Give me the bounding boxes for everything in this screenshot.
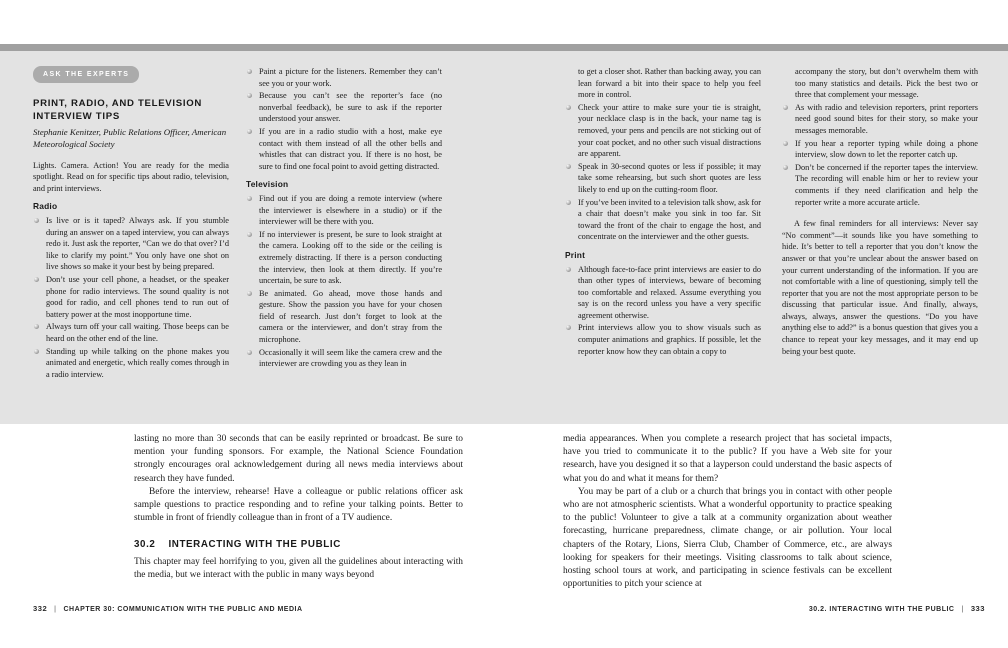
bullet-text: If you are in a radio studio with a host, make eye contact with them instead of all the other bells and whistles that can distract you. If there is no host, be sure to find one focal point to avoid getting distracted. [259,126,442,171]
sphere-bullet-icon [247,291,252,296]
body-paragraph: This chapter may feel horrifying to you, given all the guidelines about interacting with the media, but we interact with the public in many ways beyond [134,556,463,580]
sphere-bullet-icon [783,105,788,110]
sphere-bullet-icon [34,277,39,282]
sphere-bullet-icon [247,93,252,98]
bullet-item [782,102,978,137]
section-number: 30.2 [134,539,156,551]
expert-box-column-1 [33,66,229,381]
bullet-text: If no interviewer is present, be sure to look straight at the camera. Looking off to the side or the ceiling is extremely distracting. If there is a person conducting the interview, then look at them directly. If you’re uncertain, be sure to ask. [259,229,442,286]
expert-box-column-3 [565,66,761,358]
page-number-left: 332 [33,604,48,613]
sphere-bullet-icon [566,200,571,205]
sphere-bullet-icon [34,324,39,329]
bullet-text: Paint a picture for the listeners. Remember they can’t see you or your work. [259,67,442,88]
running-head-right: 30.2. INTERACTING WITH THE PUBLIC [808,606,955,613]
bullet-text: accompany the story, but don’t overwhelm them with too many statistics and details. Pick the best two or three that complement your message. [795,67,978,100]
bullet-item [33,274,229,320]
bullet-text: to get a closer shot. Rather than backing away, you can lean forward a bit into their space to help you feel more in control. [578,67,761,100]
bullet-text: Because you can’t see the reporter’s face (no nonverbal feedback), be sure to ask if the reporter understood your answer. [259,91,442,124]
sphere-bullet-icon [247,129,252,134]
page-footer-left [33,604,303,613]
intro-paragraph: Lights. Camera. Action! You are ready for the media spotlight. Read on for specific tips about radio, television, and print interviews. [33,160,229,193]
bullet-text: Be animated. Go ahead, move those hands and gesture. Show the passion you have for your chosen field of research. Just don’t forget to look at the camera or the interviewer, and don’t stray from the microphone. [259,288,442,345]
expert-box-column-4 [782,66,978,357]
sphere-bullet-icon [783,141,788,146]
bullet-item [565,197,761,243]
sphere-bullet-icon [34,349,39,354]
bullet-item [782,138,978,161]
bullet-text: Occasionally it will seem like the camera crew and the interviewer are crowding you as they lean in [259,347,442,369]
bullet-text: If you hear a reporter typing while doing a phone interview, slow down to let the reporter catch up. [795,138,978,160]
section-title: INTERACTING WITH THE PUBLIC [168,539,341,551]
bullet-item [246,126,442,172]
sphere-bullet-icon [566,267,571,272]
closing-paragraph: A few final reminders for all interviews: Never say “No comment”—it sounds like you have something to hide. It’s better to tell a reporter that you don’t know the answer or that you’re unclear about the answer based on your current understanding of the information. If you are not comfortable with a line of questioning, simply tell the reporter that you are not the most appropriate person to be discussing that particular issue. And finally, always, always, always, answer the questions. “Do you have anything else to add?” is a bonus question that gives you a chance to repeat your key messages, and it may end up being your best quote. [782,219,978,356]
sphere-bullet-icon [247,350,252,355]
body-text-right-page [563,433,892,591]
top-rule-bar [0,44,1008,51]
bullet-item [246,288,442,346]
bullet-item [246,229,442,287]
bullet-continuation [782,66,978,101]
sphere-bullet-icon [247,196,252,201]
radio-section-heading: Radio [33,201,58,212]
body-text-left-page [134,433,463,582]
bullet-item [246,66,442,89]
body-paragraph: Before the interview, rehearse! Have a colleague or public relations officer ask sample questions to practice responding and to refine your talking points. Better to stumble in front of friendly colleague than in front of a TV audience. [134,486,463,524]
expert-box-title: PRINT, RADIO, AND TELEVISION INTERVIEW TIPS [33,97,203,122]
bullet-text: Don’t be concerned if the reporter tapes the interview. The recording will enable him or her to review your comments if they need clarification and help the reporter write a more accurate article. [795,162,978,207]
sphere-bullet-icon [566,325,571,330]
sphere-bullet-icon [783,165,788,170]
bullet-text: Don’t use your cell phone, a headset, or the speaker phone for radio interviews. The sound quality is not good for radio, and cell phones tend to run out of battery power at the most inopportune time. [46,274,229,319]
bullet-text: Is live or is it taped? Always ask. If you stumble during an answer on a taped interview, you can always redo it. Just ask the reporter, “Can we do that over? I’d like to clarify my point.” You only have one shot on live shows so make it your best by being prepared. [46,215,229,272]
bullet-text: Check your attire to make sure your tie is straight, your necklace clasp is in the back, your name tag is removed, your pens and pencils are not sticking out of your coat pocket, and no other such visual distractions are apparent. [578,102,761,159]
television-section-heading: Television [246,179,289,190]
bullet-text: Find out if you are doing a remote interview (where the interviewer is elsewhere in a studio) or if the interviewer will be there with you. [259,193,442,227]
sphere-bullet-icon [566,164,571,169]
bullet-text: Print interviews allow you to show visuals such as computer animations and graphics. If possible, let the reporter know how they can obtain a copy to [578,323,761,356]
bullet-continuation [565,66,761,101]
page-footer-right [809,604,985,613]
sphere-bullet-icon [247,69,252,74]
bullet-item [33,215,229,273]
bullet-text: Although face-to-face print interviews are easier to do than other types of interviews, beware of becoming too comfortable and relaxed. Assume everything you say is on the record unless you have a very specific agreement otherwise. [578,264,761,320]
bullet-item [33,321,229,344]
bullet-item [246,347,442,370]
bullet-text: Always turn off your call waiting. Those beeps can be heard on the other end of the line. [46,322,229,343]
bullet-item [246,90,442,125]
bullet-text: As with radio and television reporters, print reporters need good sound bites for their story, so make your messages memorable. [795,102,978,135]
sphere-bullet-icon [247,232,252,237]
page-number-right: 333 [970,604,985,613]
bullet-text: If you’ve been invited to a television talk show, ask for a chair that doesn’t make you sink in too far. Sit toward the front of the chair to engage the host, and concentrate on the interviewer and the other guests. [578,197,761,242]
bullet-text: Speak in 30-second quotes or less if possible; it may take some rehearsing, but such short quotes are less likely to end up on the cutting-room floor. [578,161,761,194]
bullet-item [565,102,761,160]
expert-box-byline: Stephanie Kenitzer, Public Relations Officer, American Meteorological Society [33,126,227,149]
bullet-item [246,193,442,228]
bullet-item [33,346,229,381]
footer-separator: | [961,606,964,613]
body-paragraph: media appearances. When you complete a research project that has societal impacts, have you tried to communicate it to the public? If you have a Web site for your research, have you designed it so that a layperson could understand the basic aspects of what you do and what it means for them? [563,434,892,484]
footer-separator: | [54,606,57,613]
bullet-item [565,161,761,196]
ask-the-experts-badge: ASK THE EXPERTS [33,66,139,83]
bullet-item [565,322,761,357]
bullet-item [565,264,761,322]
body-paragraph: You may be part of a club or a church that brings you in contact with other people who are not atmospheric scientists. What a wonderful opportunity to practice speaking to the public! Volunteer to give a talk at a community organization about weather forecasting, hurricane preparedness, climate change, or air pollution. Your local chapters of the Rotary, Lions, Sierra Club, Chamber of Commerce, etc., are always looking for speakers for their meetings. Visiting classrooms to talk about science, hosting school tours at work, and participating in science festivals can be excellent opportunities to pitch your science at [563,486,892,590]
sphere-bullet-icon [34,218,39,223]
body-paragraph: lasting no more than 30 seconds that can be easily reprinted or broadcast. Be sure to mention your funding sponsors. For example, the National Science Foundation strongly encourages oral acknowledgement during all news media interviews about research they have funded. [134,434,463,484]
bullet-text: Standing up while talking on the phone makes you animated and energetic, which really comes through in a radio interview. [46,346,229,379]
sphere-bullet-icon [566,105,571,110]
bullet-item [782,162,978,208]
running-head-left: CHAPTER 30: COMMUNICATION WITH THE PUBLIC AND MEDIA [63,606,303,613]
expert-box-column-2 [246,66,442,371]
section-heading-30-2 [134,538,463,551]
print-section-heading: Print [565,249,586,260]
